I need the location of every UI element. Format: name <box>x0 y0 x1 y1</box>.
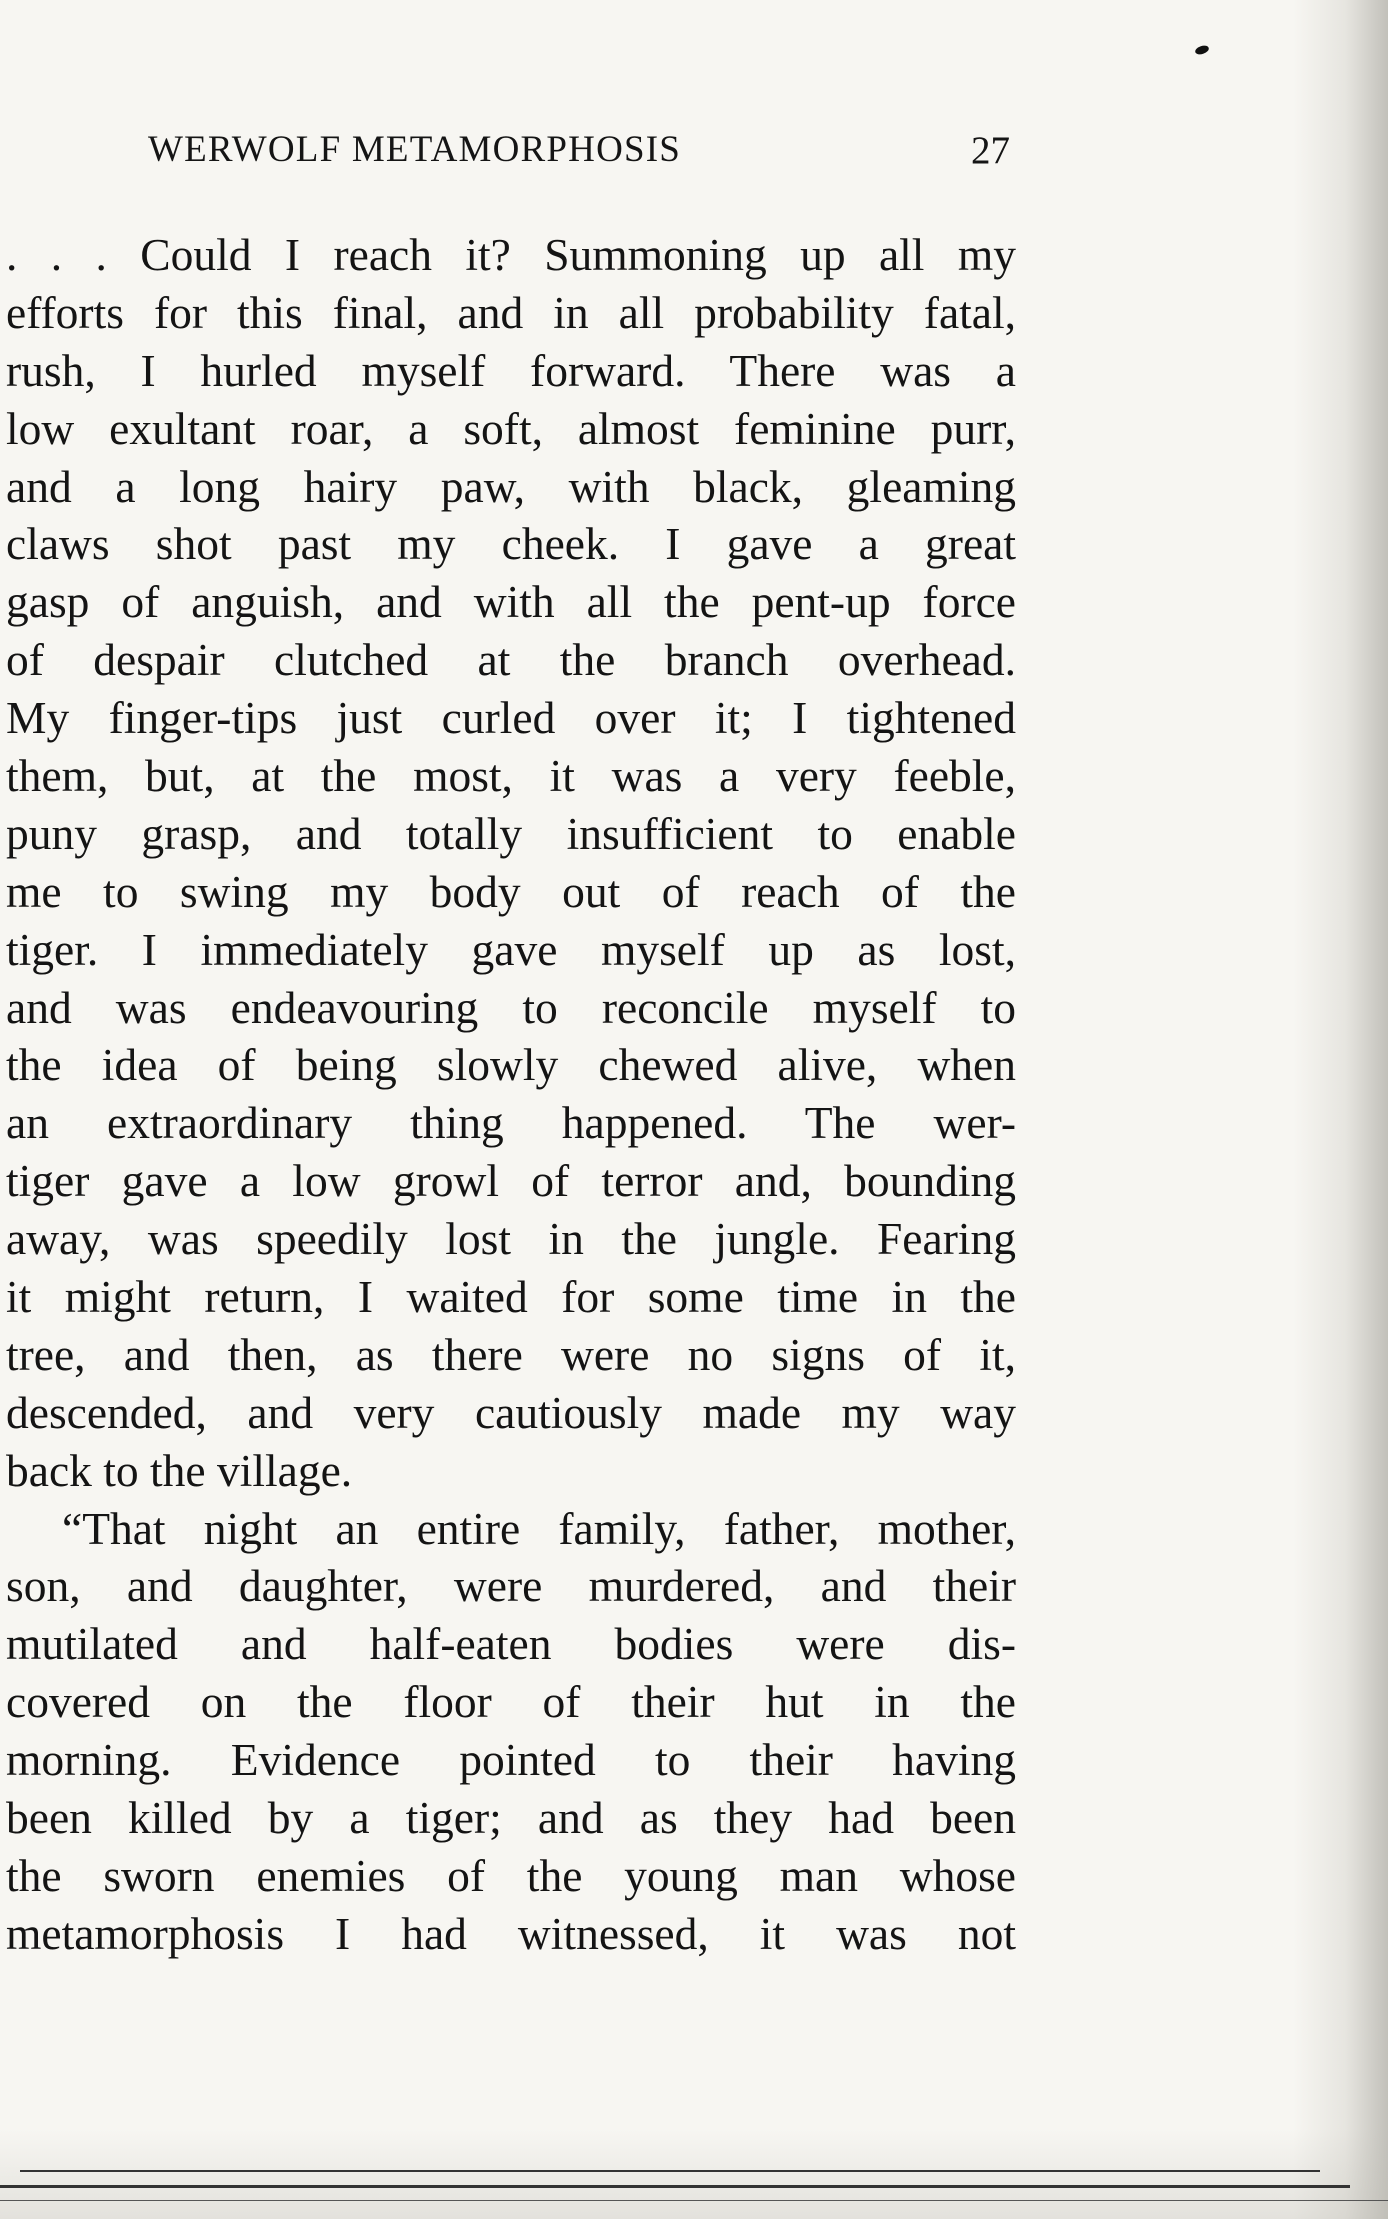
page-edge-shadow <box>1293 0 1388 2219</box>
text-line: away, was speedily lost in the jungle. Fearing <box>6 1213 1016 1265</box>
text-line: covered on the floor of their hut in the <box>6 1676 1016 1728</box>
text-line: been killed by a tiger; and as they had been <box>6 1792 1016 1844</box>
text-line: mutilated and half-eaten bodies were dis- <box>6 1618 1016 1670</box>
text-line: puny grasp, and totally insufficient to enable <box>6 807 1016 859</box>
text-line: and was endeavouring to reconcile myself to <box>6 981 1016 1033</box>
bottom-rule <box>0 2200 1388 2201</box>
text-line: the sworn enemies of the young man whose <box>6 1849 1016 1901</box>
text-line: tiger gave a low growl of terror and, bounding <box>6 1155 1016 1207</box>
text-line: claws shot past my cheek. I gave a great <box>6 518 1016 570</box>
paragraph-1 <box>6 226 1016 1500</box>
text-line: low exultant roar, a soft, almost feminine purr, <box>6 402 1016 454</box>
text-line: . . . Could I reach it? Summoning up all my <box>6 229 1016 280</box>
page-bottom-shadow <box>0 2129 1388 2219</box>
text-line: an extraordinary thing happened. The wer- <box>6 1097 1016 1149</box>
page-header <box>148 128 1010 184</box>
text-line: rush, I hurled myself forward. There was a <box>6 344 1016 396</box>
text-line: and a long hairy paw, with black, gleaming <box>6 460 1016 512</box>
bottom-rule <box>20 2170 1320 2172</box>
text-line: tree, and then, as there were no signs of it, <box>6 1328 1016 1380</box>
text-line: them, but, at the most, it was a very feeble, <box>6 750 1016 802</box>
text-line: descended, and very cautiously made my way <box>6 1386 1016 1438</box>
bottom-rule <box>0 2185 1350 2188</box>
text-line: back to the village. <box>6 1444 353 1496</box>
page-number: 27 <box>971 129 1010 172</box>
text-line: metamorphosis I had witnessed, it was not <box>6 1907 1016 1959</box>
text-line: son, and daughter, were murdered, and their <box>6 1560 1016 1612</box>
text-line: “That night an entire family, father, mother, <box>62 1502 1016 1554</box>
text-line: gasp of anguish, and with all the pent-up force <box>6 576 1016 628</box>
running-head: WERWOLF METAMORPHOSIS <box>148 129 682 170</box>
text-line: me to swing my body out of reach of the <box>6 865 1016 917</box>
ink-blot <box>1194 44 1210 56</box>
text-line: tiger. I immediately gave myself up as lost, <box>6 923 1016 975</box>
text-line: it might return, I waited for some time in the <box>6 1271 1016 1323</box>
text-line: the idea of being slowly chewed alive, when <box>6 1039 1016 1091</box>
paragraph-2 <box>6 1500 1016 1963</box>
text-line: My finger-tips just curled over it; I tightened <box>6 692 1016 744</box>
text-line: efforts for this final, and in all probability fatal, <box>6 286 1016 338</box>
text-line: morning. Evidence pointed to their having <box>6 1734 1016 1786</box>
body-text <box>6 226 1016 1963</box>
text-line: of despair clutched at the branch overhead. <box>6 634 1016 686</box>
